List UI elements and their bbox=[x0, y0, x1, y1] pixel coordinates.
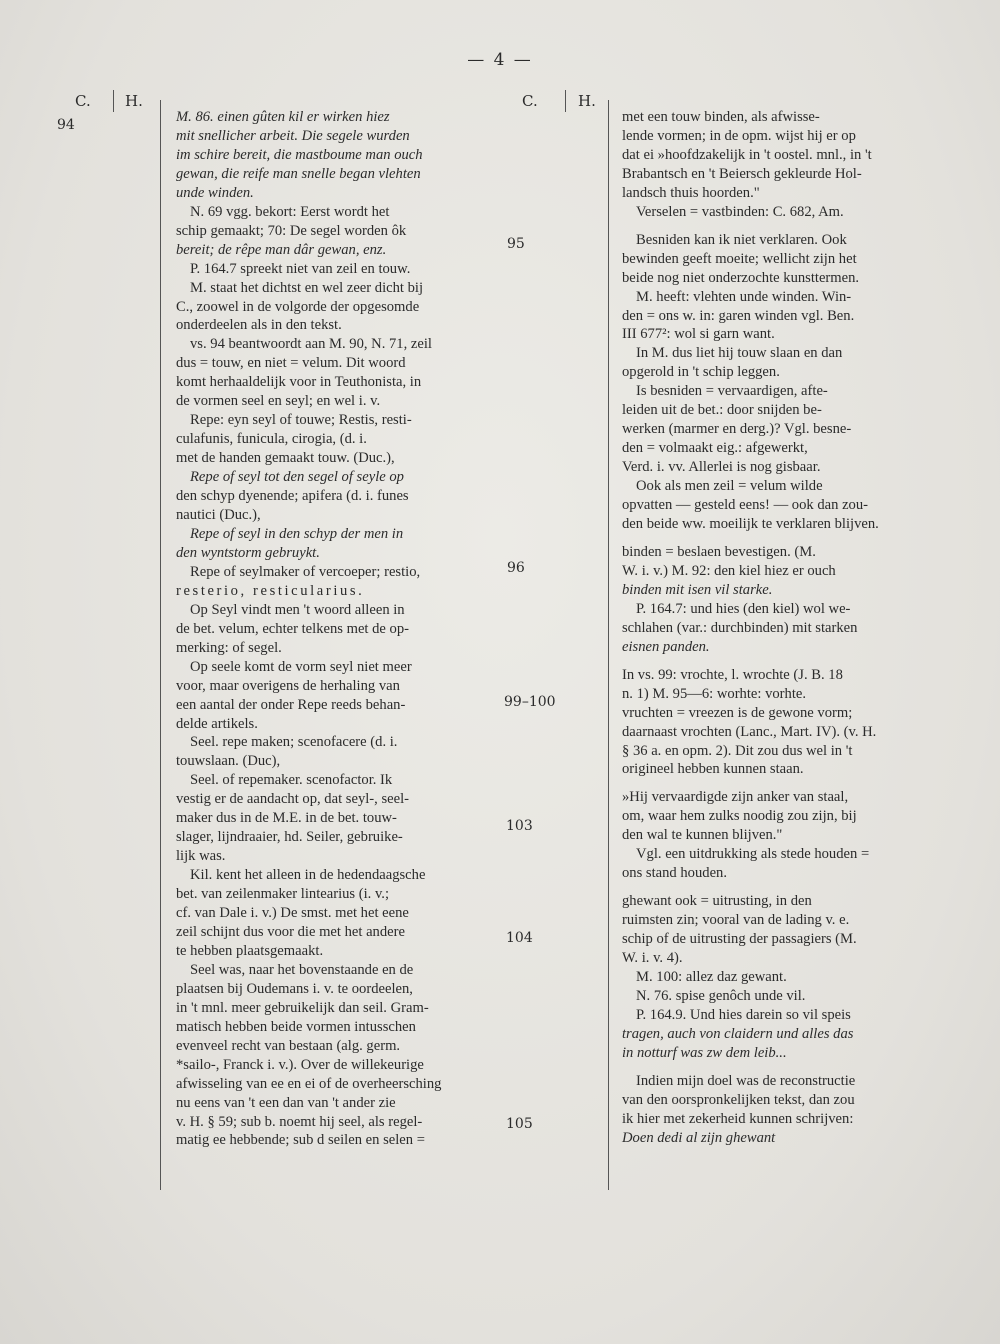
text-line: Repe of seylmaker of vercoeper; restio, bbox=[190, 563, 421, 580]
text-line: P. 164.9. Und hies darein so vil speis bbox=[636, 1006, 851, 1023]
text-line: C., zoowel in de volgorde der opgesomde bbox=[176, 298, 420, 315]
text-line: daarnaast vrochten (Lanc., Mart. IV). (v. H. bbox=[622, 723, 877, 740]
text-line: Repe of seyl in den schyp der men in bbox=[190, 525, 404, 542]
text-line: Repe of seyl tot den segel of seyle op bbox=[190, 469, 404, 486]
right-header-rule bbox=[565, 90, 566, 112]
text-line: Brabantsch en 't Beiersch gekleurde Hol- bbox=[622, 165, 862, 182]
text-line: Op seele komt de vorm seyl niet meer bbox=[190, 658, 412, 675]
text-line: Vgl. een uitdrukking als stede houden = bbox=[636, 846, 870, 863]
text-line: merking: of segel. bbox=[176, 639, 282, 656]
text-line: Seel. repe maken; scenofacere (d. i. bbox=[190, 734, 398, 751]
text-line: de bet. velum, echter telkens met de op- bbox=[176, 620, 410, 637]
margin-line-number: 96 bbox=[507, 560, 525, 576]
text-line: evenveel recht van bestaan (alg. germ. bbox=[176, 1037, 401, 1054]
text-line: ruimsten zin; vooral van de lading v. e. bbox=[622, 912, 850, 929]
text-line: Seel. of repemaker. scenofactor. Ik bbox=[190, 772, 393, 789]
text-line: nu eens van 't een dan van 't ander zie bbox=[176, 1094, 396, 1111]
paragraph-gap bbox=[622, 779, 949, 788]
text-line: origineel hebben kunnen staan. bbox=[622, 761, 804, 778]
text-line: te hebben plaatsgemaakt. bbox=[176, 942, 324, 959]
text-line: in notturf was zw dem leib... bbox=[622, 1044, 787, 1061]
text-line: M. 100: allez daz gewant. bbox=[636, 968, 787, 985]
text-line: ik hier met zekerheid kunnen schrijven: bbox=[622, 1110, 854, 1127]
text-line: mit snellicher arbeit. Die segele wurden bbox=[176, 127, 410, 144]
text-line: dus = touw, en niet = velum. Dit woord bbox=[176, 355, 406, 372]
left-column-header-c: C. bbox=[75, 92, 91, 110]
text-line: delde artikels. bbox=[176, 715, 258, 732]
text-line: »Hij vervaardigde zijn anker van staal, bbox=[622, 789, 849, 806]
margin-line-number: 99–100 bbox=[504, 694, 556, 710]
text-line: ghewant ook = uitrusting, in den bbox=[622, 893, 812, 910]
text-line: § 36 a. en opm. 2). Dit zou dus wel in 't bbox=[622, 742, 853, 759]
text-line: den = ons w. in: garen winden vgl. Ben. bbox=[622, 307, 855, 324]
text-line: vs. 94 beantwoordt aan M. 90, N. 71, zeil bbox=[190, 336, 432, 353]
text-line: beide nog niet onderzochte kunsttermen. bbox=[622, 269, 860, 286]
text-line: Is besniden = vervaardigen, afte- bbox=[636, 383, 828, 400]
text-line: M. staat het dichtst en wel zeer dicht bij bbox=[190, 279, 424, 296]
text-line: schip gemaakt; 70: De segel worden ôk bbox=[176, 222, 407, 239]
text-line: III 677²: wol si garn want. bbox=[622, 326, 775, 343]
text-line: onderdeelen als in den tekst. bbox=[176, 317, 342, 334]
text-line: Kil. kent het alleen in de hedendaagsche bbox=[190, 867, 426, 884]
text-line: Verd. i. vv. Allerlei is nog gisbaar. bbox=[622, 459, 821, 476]
paragraph-gap bbox=[622, 883, 949, 892]
text-line: bereit; de rêpe man dâr gewan, enz. bbox=[176, 241, 387, 258]
text-line: M. 86. einen gûten kil er wirken hiez bbox=[176, 109, 390, 125]
text-line: nautici (Duc.), bbox=[176, 507, 261, 524]
text-line: opgerold in 't schip leggen. bbox=[622, 364, 780, 381]
text-line: lijk was. bbox=[176, 848, 226, 865]
text-line: gewan, die reife man snelle began vlehten bbox=[176, 165, 421, 182]
right-column-header-c: C. bbox=[522, 92, 538, 110]
page-number: — 4 — bbox=[467, 50, 533, 70]
text-line: komt herhaaldelijk voor in Teuthonista, in bbox=[176, 374, 422, 391]
text-line: maker dus in de M.E. in de bet. touw- bbox=[176, 810, 397, 827]
text-line: Seel was, naar het bovenstaande en de bbox=[190, 961, 414, 978]
text-line: M. heeft: vlehten unde winden. Win- bbox=[636, 288, 852, 305]
text-line: opvatten — gesteld eens! — ook dan zou- bbox=[622, 497, 868, 514]
text-line: vruchten = vreezen is de gewone vorm; bbox=[622, 704, 853, 721]
text-line: voor, maar overigens de herhaling van bbox=[176, 677, 400, 694]
text-line: Doen dedi al zijn ghewant bbox=[622, 1129, 776, 1146]
paragraph-gap bbox=[622, 222, 949, 231]
text-line: n. 1) M. 95—6: worhte: vorhte. bbox=[622, 685, 807, 702]
text-line: culafunis, funicula, cirogia, (d. i. bbox=[176, 431, 367, 448]
text-line: binden mit isen vil starke. bbox=[622, 581, 773, 598]
text-line: om, waar hem zulks noodig zou zijn, bij bbox=[622, 808, 857, 825]
left-column-header-h: H. bbox=[125, 92, 143, 110]
text-line: P. 164.7: und hies (den kiel) wol we- bbox=[636, 600, 851, 617]
text-line: met een touw binden, als afwisse- bbox=[622, 109, 820, 125]
text-line: tragen, auch von claidern und alles das bbox=[622, 1025, 854, 1042]
text-line: een aantal der onder Repe reeds behan- bbox=[176, 696, 406, 713]
text-line: met de handen gemaakt touw. (Duc.), bbox=[176, 450, 395, 467]
margin-line-number: 94 bbox=[57, 117, 75, 133]
paragraph-gap bbox=[622, 534, 949, 543]
right-column-header-h: H. bbox=[578, 92, 596, 110]
text-line: afwisseling van ee en ei of de overheersching bbox=[176, 1075, 442, 1092]
paragraph-gap bbox=[622, 657, 949, 666]
paragraph-gap bbox=[622, 1063, 949, 1072]
margin-line-number: 104 bbox=[506, 930, 533, 946]
text-line: zeil schijnt dus voor die met het andere bbox=[176, 923, 405, 940]
text-line: In vs. 99: vrochte, l. wrochte (J. B. 18 bbox=[622, 666, 843, 683]
margin-line-number: 95 bbox=[507, 236, 525, 252]
text-line: Op Seyl vindt men 't woord alleen in bbox=[190, 601, 405, 618]
text-line: landsch thuis hoorden." bbox=[622, 184, 760, 201]
text-line: vestig er de aandacht op, dat seyl-, seel- bbox=[176, 791, 410, 808]
text-line: ons stand houden. bbox=[622, 865, 727, 882]
margin-line-number: 105 bbox=[506, 1116, 533, 1132]
text-line: in 't mnl. meer gebruikelijk dan seil. Gram- bbox=[176, 999, 429, 1016]
text-line: In M. dus liet hij touw slaan en dan bbox=[636, 345, 843, 362]
left-header-rule bbox=[113, 90, 114, 112]
text-line: bet. van zeilenmaker lintearius (i. v.; bbox=[176, 886, 390, 903]
text-line: unde winden. bbox=[176, 184, 254, 201]
text-line: binden = beslaen bevestigen. (M. bbox=[622, 543, 816, 560]
text-line: matig ee hebbende; sub d seilen en selen = bbox=[176, 1132, 425, 1149]
text-line: slager, lijndraaier, hd. Seiler, gebruike- bbox=[176, 829, 403, 846]
text-line: leiden uit de bet.: door snijden be- bbox=[622, 402, 822, 419]
text-line: eisnen panden. bbox=[622, 638, 710, 655]
text-line: de vormen seel en seyl; en wel i. v. bbox=[176, 393, 381, 410]
text-line: den schyp dyenende; apifera (d. i. funes bbox=[176, 488, 409, 505]
right-column-text bbox=[622, 108, 949, 1148]
text-line: N. 76. spise genôch unde vil. bbox=[636, 987, 806, 1004]
left-column-text bbox=[176, 108, 487, 1150]
text-line: lende vormen; in de opm. wijst hij er op bbox=[622, 127, 856, 144]
text-line: touwslaan. (Duc), bbox=[176, 753, 281, 770]
text-line: Indien mijn doel was de reconstructie bbox=[636, 1072, 856, 1089]
text-line: werken (marmer en derg.)? Vgl. besne- bbox=[622, 421, 852, 438]
text-line: N. 69 vgg. bekort: Eerst wordt het bbox=[190, 203, 390, 220]
text-line: den beide ww. moeilijk te verklaren blijven. bbox=[622, 516, 879, 533]
text-line: dat ei »hoofdzakelijk in 't oostel. mnl., in 't bbox=[622, 146, 872, 163]
text-line: *sailo-, Franck i. v.). Over de willekeurige bbox=[176, 1056, 424, 1073]
text-line: Repe: eyn seyl of touwe; Restis, resti- bbox=[190, 412, 412, 429]
text-line: den wyntstorm gebruykt. bbox=[176, 544, 320, 561]
text-line: plaatsen bij Oudemans i. v. te oordeelen, bbox=[176, 980, 413, 997]
text-line: schlahen (var.: durchbinden) mit starken bbox=[622, 619, 858, 636]
text-line: W. i. v. 4). bbox=[622, 950, 683, 967]
text-line: Besniden kan ik niet verklaren. Ook bbox=[636, 231, 847, 248]
text-line: v. H. § 59; sub b. noemt hij seel, als regel- bbox=[176, 1113, 423, 1130]
text-line: van den oorspronkelijken tekst, dan zou bbox=[622, 1091, 855, 1108]
text-line: Verselen = vastbinden: C. 682, Am. bbox=[636, 203, 844, 220]
text-line: im schire bereit, die mastboume man ouch bbox=[176, 146, 423, 163]
text-line: Ook als men zeil = velum wilde bbox=[636, 478, 823, 495]
text-line: den wal te kunnen blijven." bbox=[622, 827, 783, 844]
left-text-rule bbox=[160, 100, 161, 1190]
text-line: cf. van Dale i. v.) De smst. met het eene bbox=[176, 905, 409, 922]
text-line: P. 164.7 spreekt niet van zeil en touw. bbox=[190, 260, 411, 277]
text-line: schip of de uitrusting der passagiers (M. bbox=[622, 931, 857, 948]
text-line: matisch hebben beide vormen intusschen bbox=[176, 1018, 416, 1035]
text-line: bewinden geeft moeite; wellicht zijn het bbox=[622, 250, 857, 267]
text-line: den = volmaakt eig.: afgewerkt, bbox=[622, 440, 808, 457]
margin-line-number: 103 bbox=[506, 818, 533, 834]
text-line: W. i. v.) M. 92: den kiel hiez er ouch bbox=[622, 562, 836, 579]
right-text-rule bbox=[608, 100, 609, 1190]
text-line: resterio, resticularius. bbox=[176, 582, 365, 599]
